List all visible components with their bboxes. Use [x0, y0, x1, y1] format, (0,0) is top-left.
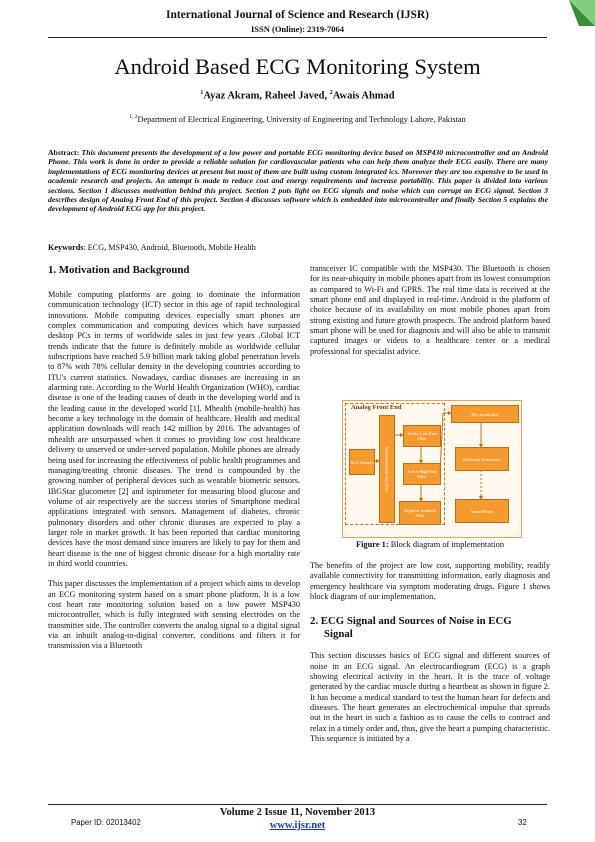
- affiliation: [0, 114, 595, 124]
- abstract-label: Abstract:: [48, 148, 80, 157]
- page-number: 32: [518, 818, 527, 827]
- section1-body: [48, 290, 300, 652]
- section2-heading-line2: Signal: [324, 628, 353, 641]
- section2-heading: [310, 615, 550, 641]
- figure1-block-diagram: [342, 400, 522, 538]
- abstract-text: This document presents the development of a low power and portable ECG monitoring device based on MSP430 microcontroller and an Android Phone. This work is done in order to provide a reliable solution for cardiovascular patients who can help them analyze their ECG easily. There are many implementations of ECG monitoring devices at present but most of them are built using custom integrated ics. Moreover they are too expensive to be used in academic research and projects. An attempt is made to reduce cost and energy requirements and increase portability. This paper is divided into various sections. Section 1 discusses motivation behind this project. Section 2 puts light on ECG signals and noise which can corrupt an ECG signal. Section 3 describes design of Analog Front End of this project. Section 4 discusses software which is embedded into microcontroller and finally Section 5 explains the development of Android ECG app for this project.: [48, 148, 549, 214]
- smart-phone-block: Smart Phone: [455, 499, 509, 523]
- section2-heading-line1: 2. ECG Signal and Sources of Noise in ECG: [310, 615, 512, 628]
- affiliation-text: Department of Electrical Engineering, University of Engineering and Technology Lahore, Pakistan: [137, 114, 466, 124]
- section1-heading: 1. Motivation and Background: [48, 264, 190, 276]
- journal-url-link[interactable]: www.ijsr.net: [269, 820, 326, 831]
- authors: [0, 90, 595, 102]
- paper-title: Android Based ECG Monitoring System: [114, 54, 481, 79]
- highpass-filter-block: Active High Pass Filter: [403, 463, 441, 485]
- keywords-text: : ECG, MSP430, Android, Bluetooth, Mobile Health: [83, 243, 256, 252]
- lowpass-filter-block: Active Low Pass Filter: [403, 425, 441, 447]
- author1-sup: 1: [200, 90, 204, 96]
- section1-paragraph: This paper discusses the implementation of a project which aims to develop an ECG monitoring system based on a smart phone platform. It is a low cost heart rate monitoring solution based on a low power MSP430 microcontroller, which is fully integrated with sensing electrodes on the transmitter side. The controller converts the analog signal to a digital signal via an inbuilt analog-to-digital converter, conditions and filters it for transmission via a Bluetooth: [48, 579, 300, 651]
- author2: Awais Ahmad: [332, 90, 395, 102]
- footer-volume: Volume 2 Issue 11, November 2013: [219, 807, 376, 818]
- afe-label: Analog Front End: [351, 404, 402, 411]
- right-column-top: [310, 264, 550, 357]
- left-column: [48, 264, 300, 652]
- paper-id: Paper ID: 02013402: [71, 818, 141, 827]
- section1-paragraph: transceiver IC compatible with the MSP430. The Bluetooth is chosen for its near-ubiquity in mobile phones apart from its lowest consumption as compared to Wi-Fi and GPRS. The real time data is received at the smart phone end and displayed in real-time. Android is the platform of choice because of its availability on most mobile phones apart from strong existing and future growth prospects. The android platform based smart phone will be used for diagnosis and will also be able to transmit captured images or videos to a healthcare center or a medical professional for specialist advice.: [310, 264, 550, 356]
- affiliation-sup: 1, 2: [129, 114, 138, 120]
- figure1-caption: [310, 540, 550, 549]
- instrumentation-amplifier-block: Instrumentation Amplifier: [379, 415, 395, 523]
- author2-sup: 2: [329, 90, 333, 96]
- ecg-sensors-block: ECG Sensors: [349, 449, 375, 475]
- bluetooth-transceiver-block: Bluetooth Transceiver: [455, 447, 509, 471]
- author1: Ayaz Akram, Raheel Javed,: [203, 90, 330, 102]
- feedback-path-block: Negative feedback Path: [399, 501, 441, 525]
- microcontroller-block: Microcontroller: [451, 405, 519, 423]
- footer-rule: [48, 804, 547, 805]
- diagram-arrows: [343, 401, 521, 537]
- abstract: [48, 148, 548, 214]
- section1-paragraph: Mobile computing platforms are going to dominate the information communication technology (ICT) sector in this age of rapid technological innovations. Mobile computing devices especially smart phones are complex communication and computing devices which have surpassed desktop PCs in terms of worldwide sales in just few years .Global ICT trends indicate that the future is definitely mobile as worldwide cellular subscriptions have reached 5.9 billion mark taking global penetration levels to 87% with 78% cellular density in the developing countries according to ITU's current statistics. Nowadays, cardiac diseases are increasing in an alarming rate. According to the World Health Organization (WHO), cardiac disease is one of the leading causes of death in the developing world and is the leading cause in the developed world [1]. Mhealth (mobile-health) has become a key technology in the domain of healthcare. Health and medical application downloads will reach 142 million by 2016. The advantages of mhealth are unsurpassed when it comes to providing low cost healthcare delivery to unserved or under-served population. Mobile phones are already being used for increasing the effectiveness of public health programmes and managing/treating chronic diseases. The trend is compounded by the growing number of peripheral devices such as wearable biometric sensors. IBGStar glucometer [2] and ispirometer for measuring blood glucose and volume of air respectively are the success stories of Smartphone medical applications integrated with sensors. Management of diabetes, chronic pulmonary disorders and other chronic diseases are expected to play a larger role in market growth. It has been reported that cardiac monitoring devices have the most demand since insurers are likely to pay for them and heart disease is the one of biggest chronic disease for a high mortality rate in third world countries.: [48, 290, 300, 568]
- figure1-caption-label: Figure 1:: [355, 540, 389, 549]
- keywords-label: Keywords: [48, 243, 84, 252]
- header-rule: [48, 37, 547, 38]
- section1-paragraph: The benefits of the project are low cost, supporting mobility, readily available connectivity for transmitting information, early diagnosis and emergency healthcare via symptom moderating drugs. Figure 1 shows block diagram of our implementation.: [310, 561, 550, 602]
- journal-name: International Journal of Science and Research (IJSR): [165, 9, 429, 21]
- journal-issn: ISSN (Online): 2319-7064: [250, 24, 345, 34]
- figure1-caption-text: Block diagram of implementation: [388, 540, 505, 549]
- section2-paragraph: This section discusses basics of ECG signal and different sources of noise in an ECG signal. An electrocardiogram (ECG) is a graph showing electrical activity in the heart. It is the trace of voltage generated by the cardiac muscle during a heartbeat as shown in figure 2. It has become a medical standard to test the human heart for defects and diseases. The heart generates an electrochemical impulse that spreads out in the heart in such a fashion as to cause the cells to contract and relax in a timely order and, thus, give the heart a pumping characteristic. This sequence is initiated by a: [310, 651, 550, 744]
- keywords: [48, 243, 548, 252]
- right-column-bottom: [310, 561, 550, 744]
